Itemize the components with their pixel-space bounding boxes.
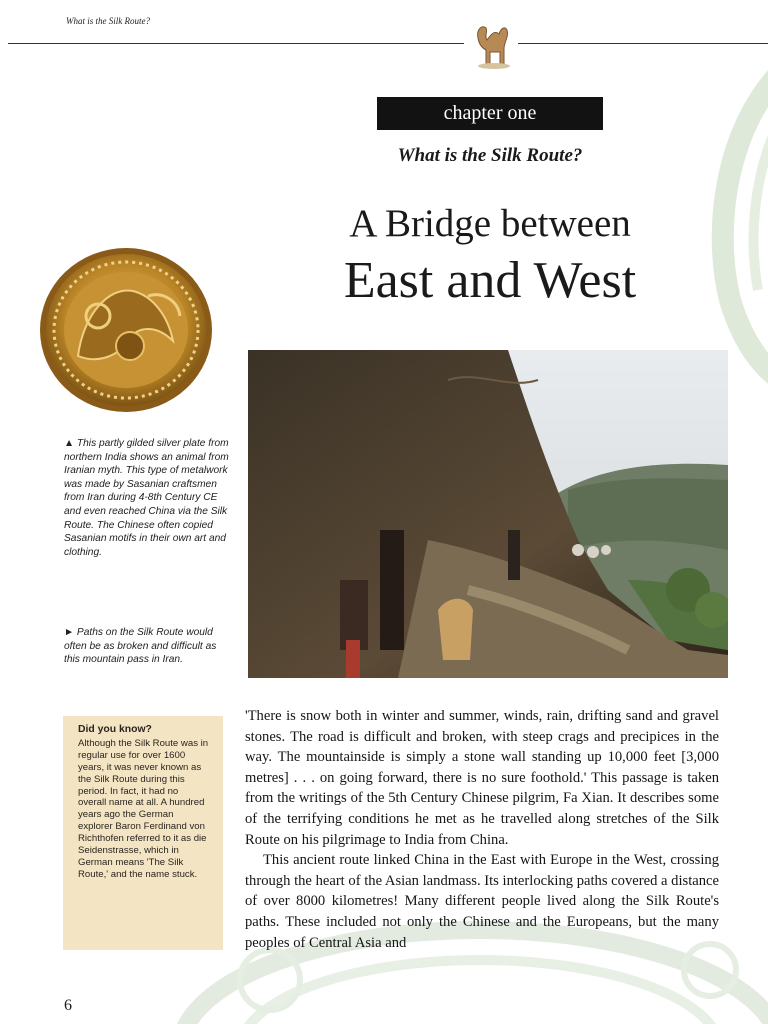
page-number: 6: [64, 997, 72, 1014]
page-title-line1: A Bridge between: [349, 202, 631, 245]
did-you-know-text: Although the Silk Route was in regular use for over 1600 years, it was never known as the Silk Route during this period. In fact, it had no overall name at all. A hundred years ago the German explorer Baron Ferdinand von Richthofen referred to it as die Seidenstrasse, which in German means 'The Silk Route,' and the name stuck.: [78, 737, 209, 880]
gilded-silver-plate-image: [38, 246, 214, 414]
chapter-subtitle: What is the Silk Route?: [397, 145, 583, 166]
running-head: What is the Silk Route?: [66, 16, 150, 26]
plate-caption: ▲ This partly gilded silver plate from northern India shows an animal from Iranian myth. This type of metalwork was made by Sasanian craftsmen from Iran during 4-8th Century CE and even reached China via the Silk Route. The Chinese often copied Sasanian motifs in their own art and clothing.: [64, 438, 229, 558]
body-paragraph-2: This ancient route linked China in the East with Europe in the West, crossing through the heart of the Asian landmass. Its interlocking paths covered a distance of over 8000 kilometres! Many different people lived along the Silk Route's paths. These included not only the Chinese and the Europeans, but the many peoples of Central Asia and: [245, 852, 719, 951]
did-you-know-title: Did you know?: [78, 724, 152, 735]
decorative-watermark-arc: [690, 40, 768, 400]
mountain-pass-photo: [248, 350, 728, 678]
header-rule-left: [8, 43, 464, 44]
body-paragraph-1: 'There is snow both in winter and summer, winds, rain, drifting sand and gravel stones. The road is difficult and broken, with steep crags and precipices in the way. The mountainside is simply a stone wall standing up 10,000 feet [3,000 metres] . . . on going forward, there is no sure foothold.' This passage is taken from the writings of the 5th Century Chinese pilgrim, Fa Xian. It describes some of the terrifying conditions he met as he travelled along stretches of the Silk Route on his pilgrimage to India from China.: [245, 708, 719, 848]
did-you-know-box: [63, 716, 223, 950]
header-rule-right: [518, 43, 768, 44]
chapter-label: chapter one: [377, 97, 603, 130]
photo-caption: ► Paths on the Silk Route would often be as broken and difficult as this mountain pass in Iran.: [64, 627, 217, 666]
body-text: [245, 706, 719, 953]
page-title-line2: East and West: [343, 252, 637, 309]
camel-figurine-icon: [470, 18, 514, 70]
